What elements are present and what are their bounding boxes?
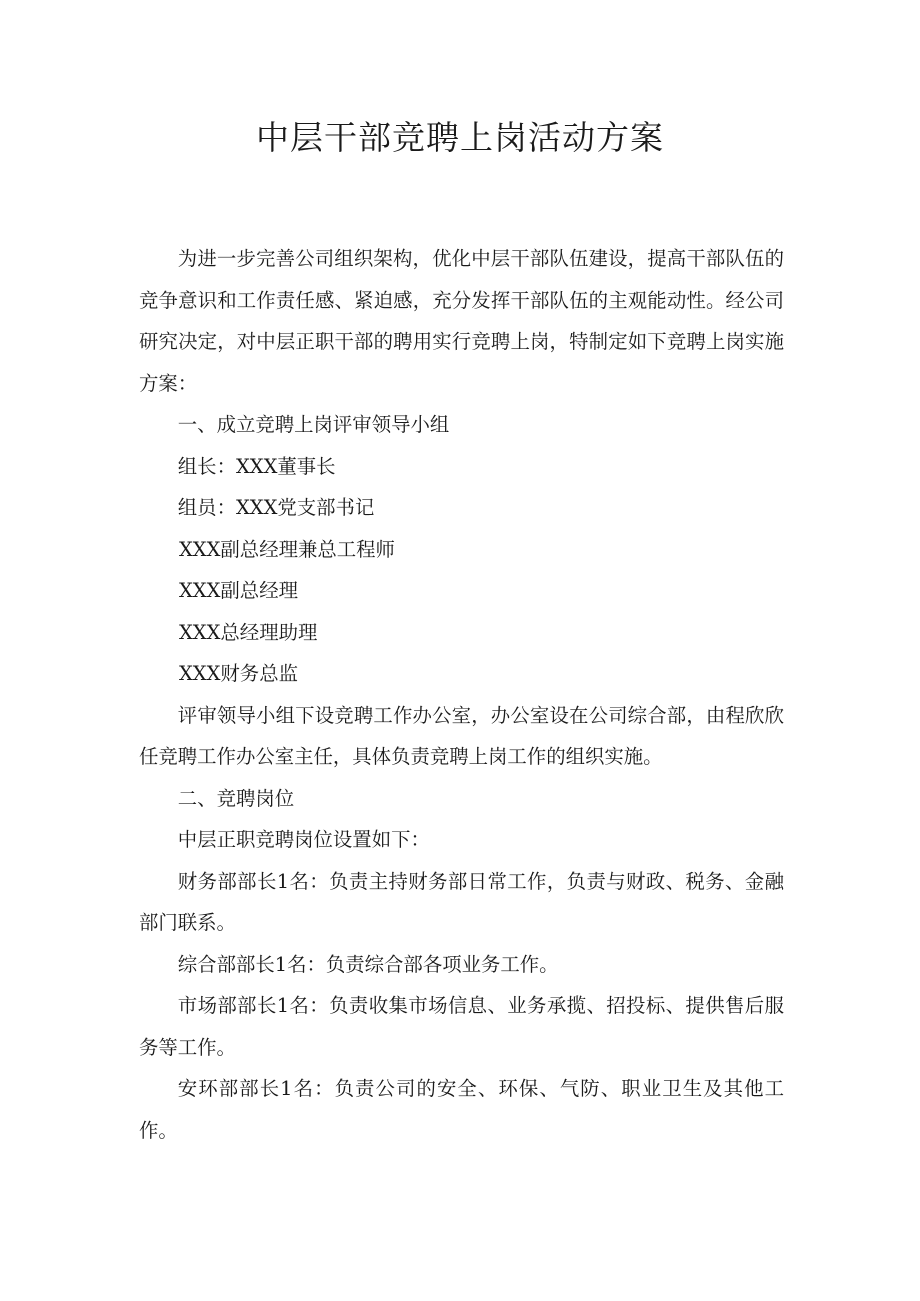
position-item: 市场部部长1名：负责收集市场信息、业务承揽、招投标、提供售后服务等工作。: [139, 994, 784, 1059]
member-line: XXX副总经理: [179, 579, 298, 602]
intro-paragraph: 为进一步完善公司组织架构，优化中层干部队伍建设，提高干部队伍的竞争意识和工作责任感、紧迫感，充分发挥干部队伍的主观能动性。经公司研究决定，对中层正职干部的聘用实行竞聘上岗，特制定如下竞聘上岗实施方案：: [139, 247, 784, 395]
member-line: XXX总经理助理: [179, 620, 318, 644]
office-paragraph: 评审领导小组下设竞聘工作办公室，办公室设在公司综合部，由程欣欣任竞聘工作办公室主任，具体负责竞聘上岗工作的组织实施。: [139, 703, 784, 768]
document-body: [139, 238, 784, 1151]
leader-line: 组长：XXX董事长: [177, 454, 336, 478]
position-item: 财务部部长1名：负责主持财务部日常工作，负责与财政、税务、金融部门联系。: [139, 869, 784, 934]
document-title: 中层干部竞聘上岗活动方案: [256, 118, 664, 157]
member-line: XXX财务总监: [179, 662, 298, 685]
member-line: 组员：XXX党支部书记: [177, 496, 375, 519]
member-line: XXX副总经理兼总工程师: [179, 537, 395, 561]
positions-intro: 中层正职竞聘岗位设置如下：: [177, 828, 430, 851]
section-heading-2: 二、竞聘岗位: [177, 786, 295, 810]
section-heading-1: 一、成立竞聘上岗评审领导小组: [177, 413, 450, 436]
position-item: 安环部部长1名：负责公司的安全、环保、气防、职业卫生及其他工作。: [139, 1077, 784, 1142]
position-item: 综合部部长1名：负责综合部各项业务工作。: [177, 952, 559, 976]
